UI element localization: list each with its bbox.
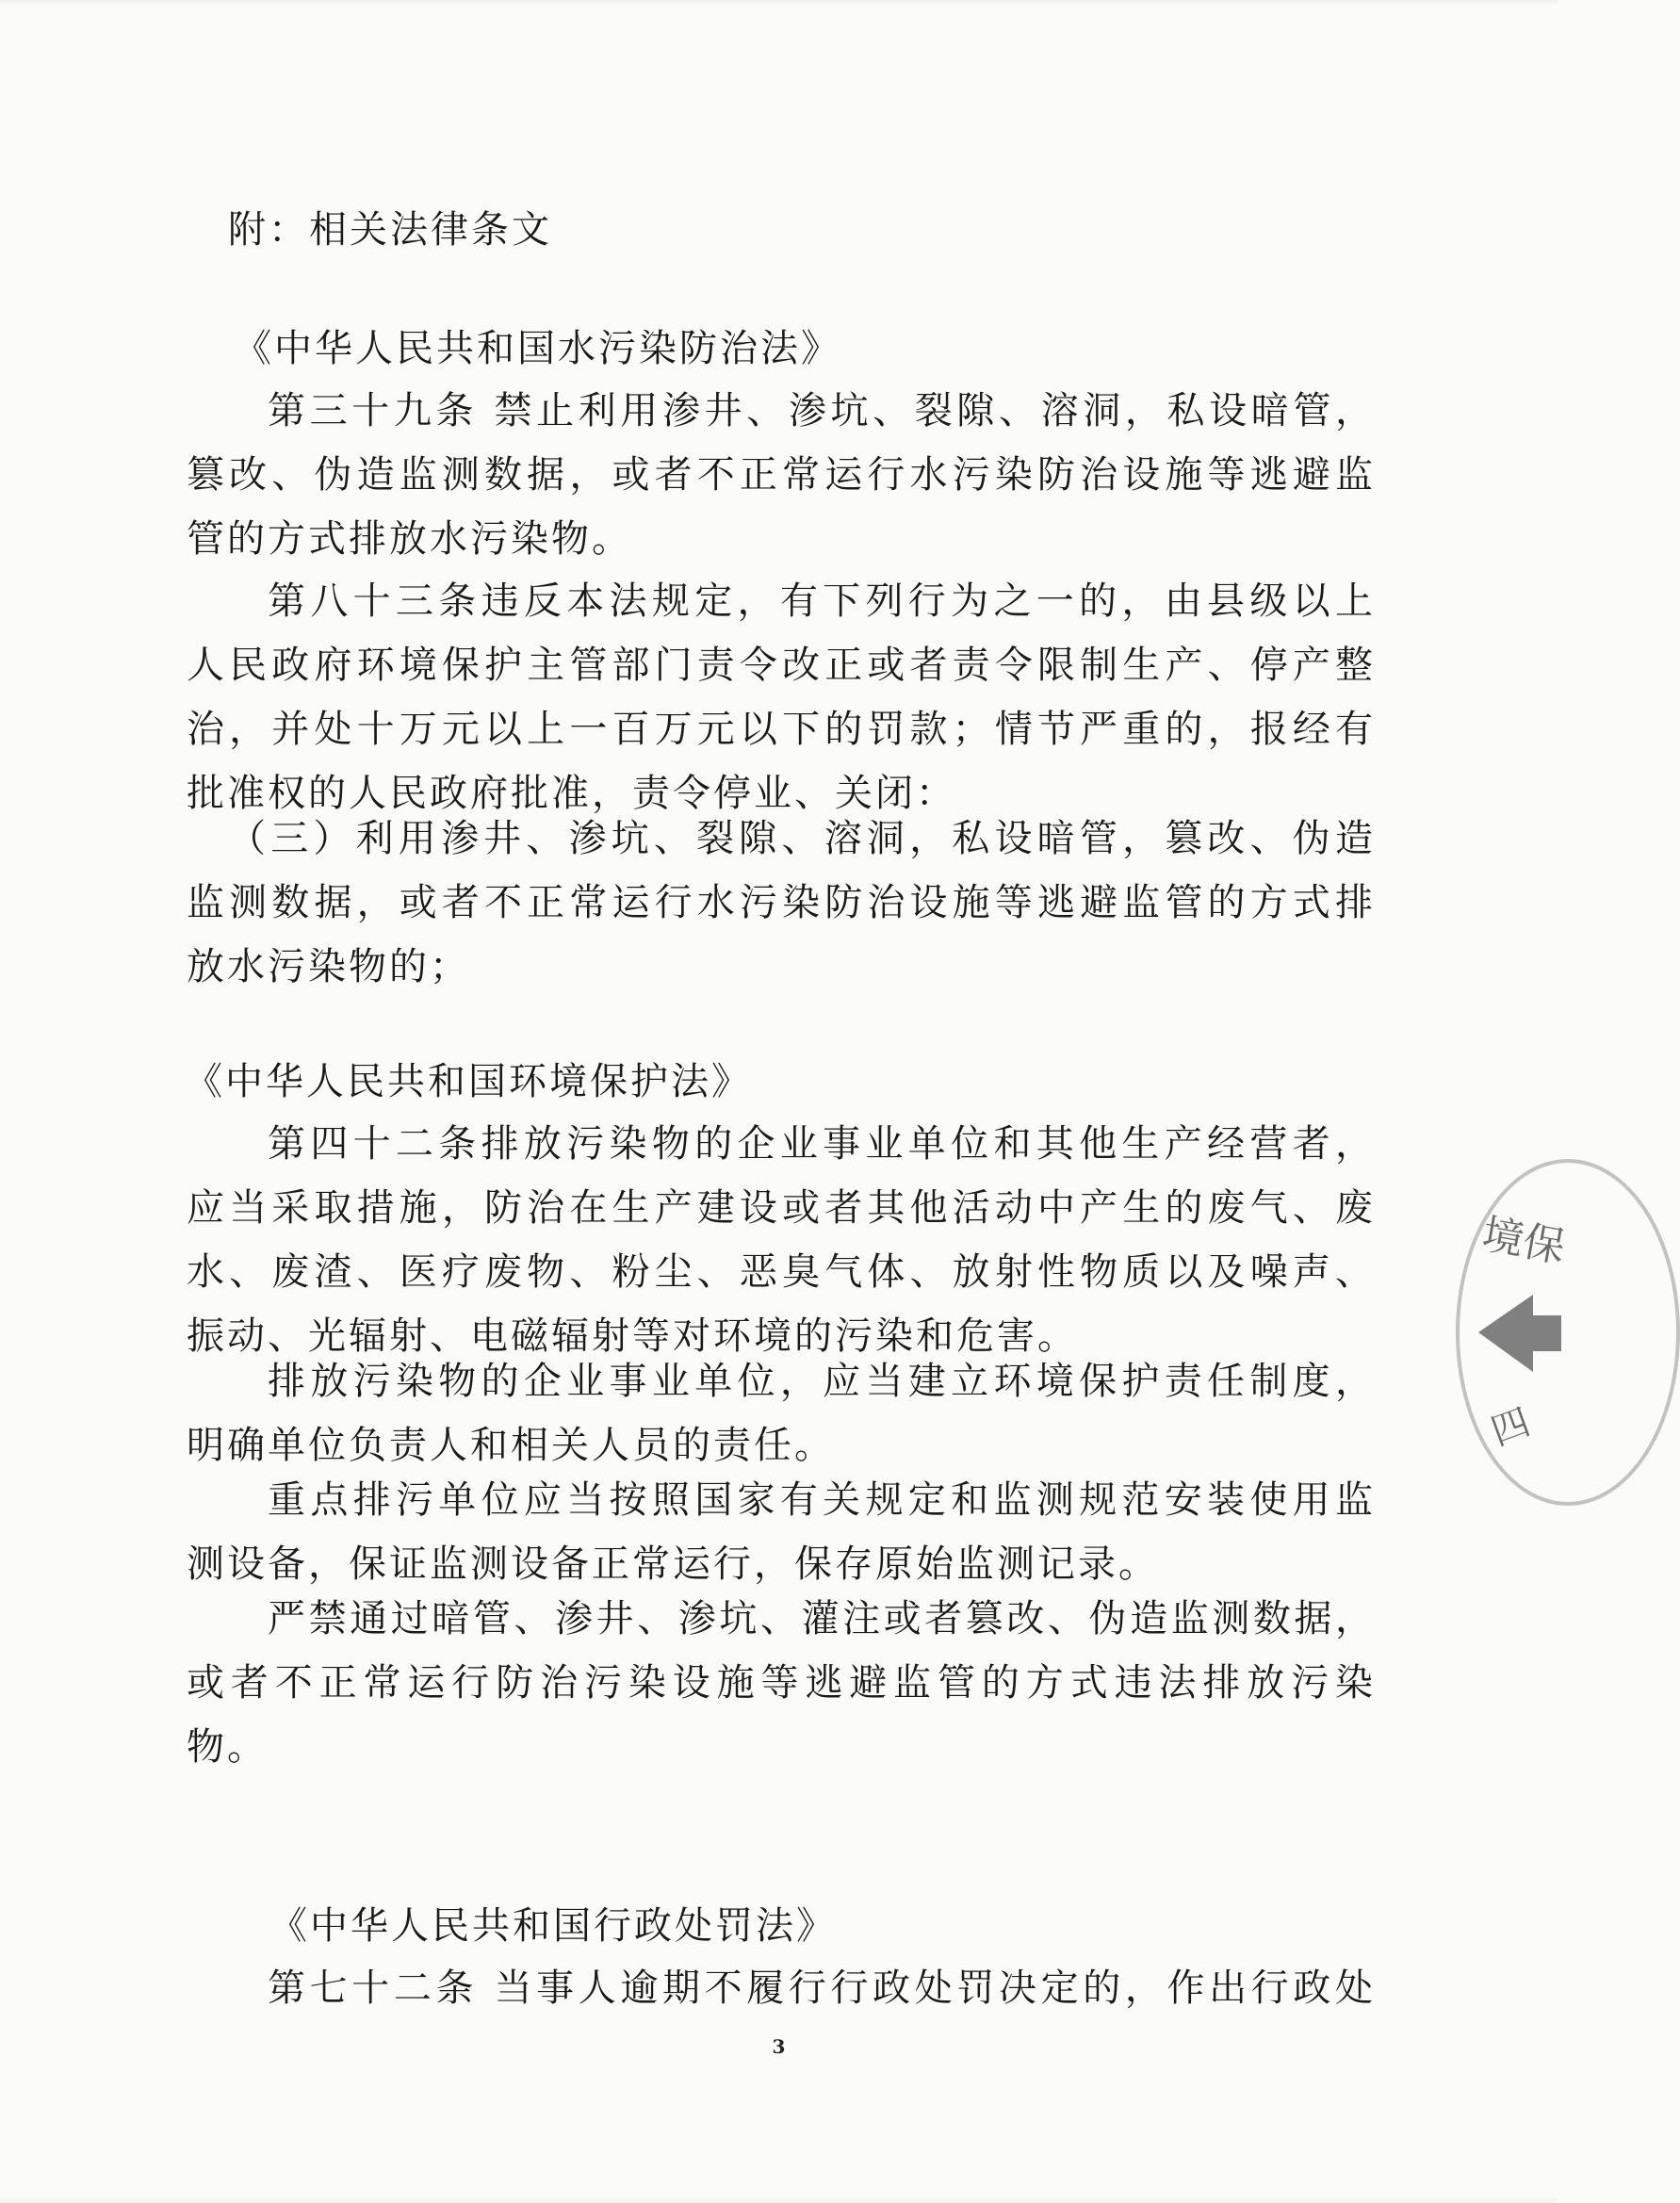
law1-article83: [187, 569, 1376, 825]
law1-title: [234, 317, 841, 381]
law1-art39-line3: 管的方式排放水污染物。: [187, 517, 632, 561]
law2-art42-p3-line1: 重点排污单位应当按照国家有关规定和监测规范安装使用监: [268, 1478, 1376, 1522]
law1-art83-line1: 第八十三条违反本法规定，有下列行为之一的，由县级以上: [268, 579, 1376, 623]
law1-art83-line2: 人民政府环境保护主管部门责令改正或者责令限制生产、停产整: [187, 644, 1376, 687]
law2-art42-p2-line2: 明确单位负责人和相关人员的责任。: [187, 1424, 835, 1467]
law2-art42-p1-line3: 水、废渣、医疗废物、粉尘、恶臭气体、放射性物质以及噪声、: [187, 1250, 1376, 1294]
law1-article39: [187, 379, 1376, 571]
page-number: 3: [772, 2035, 786, 2058]
law2-article42-para1: [187, 1112, 1376, 1368]
law2-art42-p4-line2: 或者不正常运行防治污染设施等逃避监管的方式违法排放污染: [187, 1661, 1376, 1705]
law3-article72: [187, 1956, 1376, 2020]
law1-title-text: 《中华人民共和国水污染防治法》: [234, 327, 841, 370]
scan-edge-bottom: [0, 2197, 1558, 2203]
seal-graphic: [1460, 1163, 1676, 1502]
law1-art83-line3: 治，并处十万元以上一百万元以下的罚款；情节严重的，报经有: [187, 708, 1376, 751]
scan-edge-top: [0, 0, 1558, 6]
law1-item3-line1: （三）利用渗井、渗坑、裂隙、溶洞，私设暗管，篡改、伪造: [228, 817, 1376, 860]
svg-text:境保: 境保: [1478, 1210, 1569, 1273]
law2-art42-p4-line3: 物。: [187, 1725, 268, 1769]
law3-title: [269, 1894, 837, 1958]
law2-art42-p3-line2: 测设备，保证监测设备正常运行，保存原始监测记录。: [187, 1542, 1159, 1586]
attachment-heading: [228, 198, 552, 262]
law1-art39-line1: 第三十九条 禁止利用渗井、渗坑、裂隙、溶洞，私设暗管，: [268, 389, 1376, 432]
law1-art83-line4: 批准权的人民政府批准，责令停业、关闭：: [187, 772, 956, 815]
law3-title-text: 《中华人民共和国行政处罚法》: [269, 1904, 837, 1948]
attachment-heading-text: 附：相关法律条文: [228, 208, 552, 252]
law2-art42-p1-line1: 第四十二条排放污染物的企业事业单位和其他生产经营者，: [268, 1122, 1376, 1166]
official-seal-stamp: [1456, 1159, 1680, 1506]
law2-title: [185, 1050, 752, 1114]
law2-article42-para3: [187, 1468, 1376, 1596]
law3-art72-line1: 第七十二条 当事人逾期不履行行政处罚决定的，作出行政处: [268, 1966, 1376, 2010]
law2-art42-p1-line4: 振动、光辐射、电磁辐射等对环境的污染和危害。: [187, 1314, 1078, 1358]
svg-text:四: 四: [1485, 1400, 1537, 1455]
law1-art39-line2: 篡改、伪造监测数据，或者不正常运行水污染防治设施等逃避监: [187, 453, 1376, 497]
law2-article42-para4: [187, 1587, 1376, 1779]
law1-item3: [187, 807, 1376, 999]
law2-art42-p4-line1: 严禁通过暗管、渗井、渗坑、灌注或者篡改、伪造监测数据，: [268, 1597, 1376, 1640]
law2-art42-p2-line1: 排放污染物的企业事业单位，应当建立环境保护责任制度，: [268, 1360, 1376, 1403]
law2-article42-para2: [187, 1349, 1376, 1477]
law1-item3-line2: 监测数据，或者不正常运行水污染防治设施等逃避监管的方式排: [187, 881, 1376, 924]
law2-title-text: 《中华人民共和国环境保护法》: [185, 1060, 752, 1103]
law2-art42-p1-line2: 应当采取措施，防治在生产建设或者其他活动中产生的废气、废: [187, 1186, 1376, 1230]
law1-item3-line3: 放水污染物的；: [187, 945, 470, 988]
